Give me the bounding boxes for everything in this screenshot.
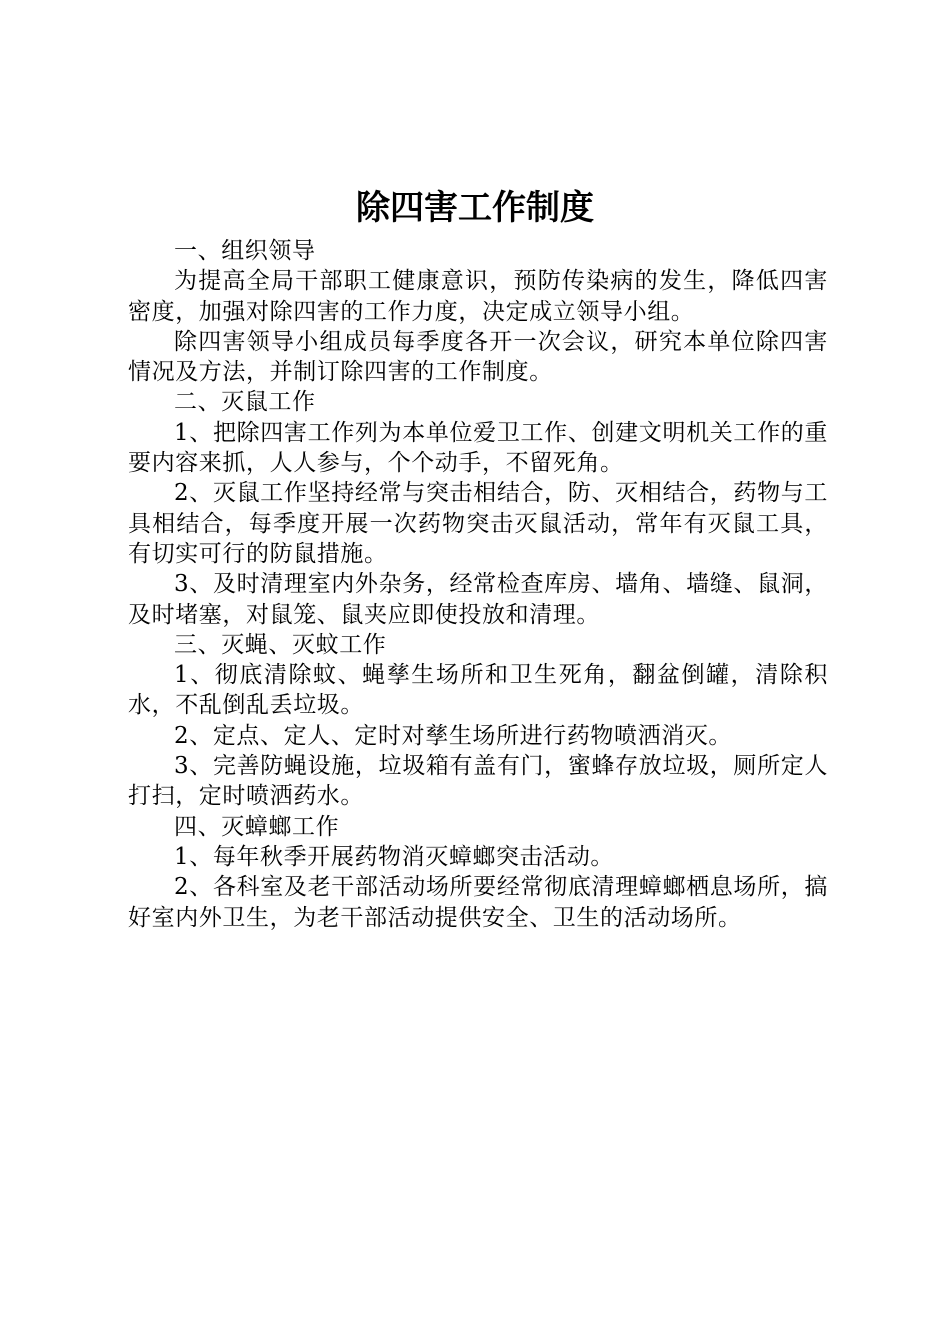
section-heading: 四、灭蟑螂工作	[174, 813, 340, 840]
section-heading: 二、灭鼠工作	[174, 389, 316, 416]
document-body	[128, 236, 828, 933]
section-heading: 一、组织领导	[174, 238, 316, 264]
paragraph: 1、彻底清除蚊、蝇孳生场所和卫生死角，翻盆倒罐，清除积水，不乱倒乱丢垃圾。	[128, 662, 828, 719]
document-title: 除四害工作制度	[356, 188, 594, 228]
paragraph: 1、每年秋季开展药物消灭蟑螂突击活动。	[174, 843, 615, 870]
paragraph: 2、各科室及老干部活动场所要经常彻底清理蟑螂栖息场所，搞好室内外卫生，为老干部活动提供安全、卫生的活动场所。	[128, 874, 828, 931]
paragraph: 1、把除四害工作列为本单位爱卫工作、创建文明机关工作的重要内容来抓，人人参与，个个动手，不留死角。	[128, 419, 828, 477]
section-heading: 三、灭蝇、灭蚊工作	[174, 631, 387, 658]
paragraph: 除四害领导小组成员每季度各开一次会议，研究本单位除四害情况及方法，并制订除四害的工作制度。	[128, 328, 828, 386]
paragraph: 3、及时清理室内外杂务，经常检查库房、墙角、墙缝、鼠洞，及时堵塞，对鼠笼、鼠夹应即使投放和清理。	[128, 571, 828, 628]
paragraph: 3、完善防蝇设施，垃圾箱有盖有门，蜜蜂存放垃圾，厕所定人打扫，定时喷洒药水。	[128, 753, 828, 810]
paragraph: 为提高全局干部职工健康意识，预防传染病的发生，降低四害密度，加强对除四害的工作力度，决定成立领导小组。	[128, 268, 828, 325]
paragraph: 2、定点、定人、定时对孳生场所进行药物喷洒消灭。	[174, 722, 733, 749]
paragraph: 2、灭鼠工作坚持经常与突击相结合，防、灭相结合，药物与工具相结合，每季度开展一次药物突击灭鼠活动，常年有灭鼠工具，有切实可行的防鼠措施。	[128, 480, 828, 567]
